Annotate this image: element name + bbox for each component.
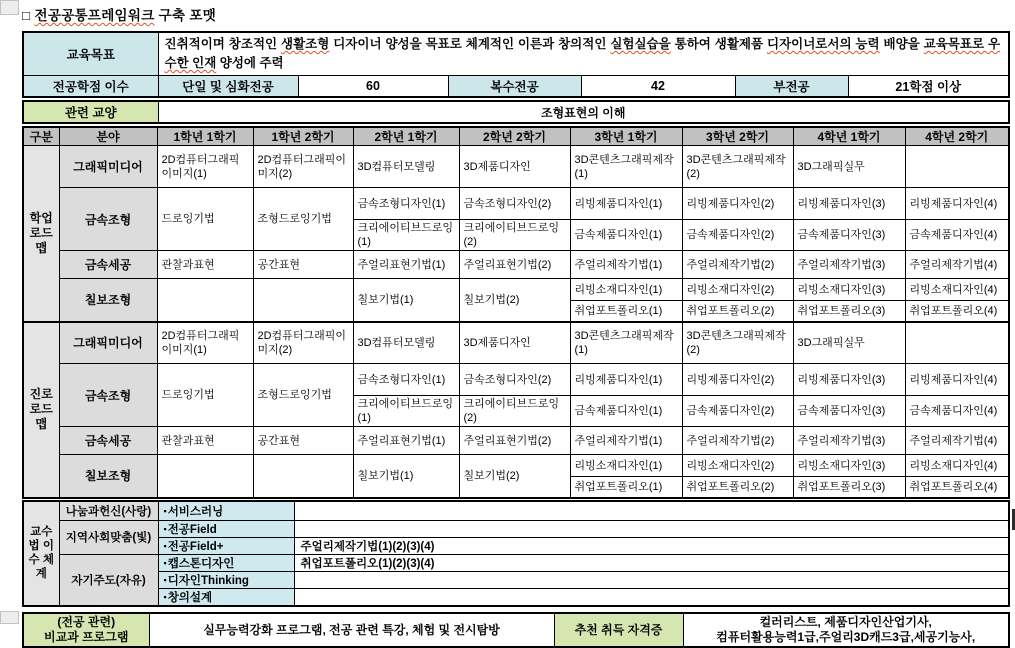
course-cell: 리빙소재디자인(3) (793, 279, 905, 301)
teaching-item: ▪서비스러닝 (158, 501, 294, 521)
extracurricular-value: 실무능력강화 프로그램, 전공 관련 특강, 체험 및 전시탐방 (149, 613, 554, 647)
course-cell: 리빙제품디자인(4) (905, 188, 1009, 220)
title-text: 전공공통프레임워크 (34, 8, 155, 23)
credits-single-value: 60 (298, 76, 448, 98)
course-cell: 관찰과표현 (157, 427, 253, 455)
teaching-item: ▪캡스톤디자인 (158, 554, 294, 571)
course-cell: 취업포트폴리오(1) (570, 477, 682, 498)
course-cell: 취업포트폴리오(4) (905, 477, 1009, 498)
course-cell: 주얼리제작기법(4) (905, 427, 1009, 455)
teaching-item: ▪디자인Thinking (158, 571, 294, 588)
square-bullet-icon: ▪ (163, 591, 167, 602)
course-cell: 칠보기법(2) (459, 455, 570, 498)
course-cell: 리빙제품디자인(2) (682, 364, 793, 396)
course-cell: 금속제품디자인(3) (793, 220, 905, 251)
field-label: 칠보조형 (59, 455, 157, 498)
teaching-category: 지역사회맞춤(빛) (59, 520, 158, 554)
course-cell: 드로잉기법 (157, 188, 253, 251)
course-cell: 3D콘텐츠그래픽제작(2) (682, 146, 793, 188)
course-cell: 주얼리제작기법(4) (905, 251, 1009, 279)
field-label: 그래픽미디어 (59, 146, 157, 188)
course-cell: 리빙소재디자인(1) (570, 455, 682, 477)
header-sem-2-2: 2학년 2학기 (459, 127, 570, 146)
liberal-label: 관련 교양 (23, 101, 158, 123)
course-cell: 금속제품디자인(1) (570, 220, 682, 251)
course-cell: 주얼리제작기법(1) (570, 251, 682, 279)
course-cell (905, 322, 1009, 364)
course-cell: 금속제품디자인(4) (905, 396, 1009, 427)
course-cell: 공간표현 (253, 251, 353, 279)
teaching-item: ▪창의설계 (158, 588, 294, 606)
liberal-value: 조형표현의 이해 (158, 101, 1009, 123)
course-cell: 2D컴퓨터그래픽이미지(2) (253, 322, 353, 364)
teaching-value (294, 520, 1009, 537)
course-cell: 금속제품디자인(3) (793, 396, 905, 427)
cert-label: 추천 취득 자격증 (554, 613, 683, 647)
course-cell: 금속제품디자인(1) (570, 396, 682, 427)
course-cell: 리빙제품디자인(4) (905, 364, 1009, 396)
field-label: 금속세공 (59, 251, 157, 279)
course-cell: 칠보기법(1) (353, 279, 459, 322)
course-cell: 취업포트폴리오(2) (682, 301, 793, 322)
course-cell (157, 455, 253, 498)
editor-bottom-handle (0, 611, 19, 624)
teaching-label: 교수법 이수 체계 (23, 501, 59, 606)
credits-minor-label: 부전공 (735, 76, 848, 98)
header-sem-1-1: 1학년 1학기 (157, 127, 253, 146)
course-cell: 리빙소재디자인(4) (905, 279, 1009, 301)
square-bullet-icon: ▪ (163, 540, 167, 551)
course-cell: 칠보기법(1) (353, 455, 459, 498)
teaching-value: 주얼리제작기법(1)(2)(3)(4) (294, 537, 1009, 554)
square-bullet-icon: ▪ (163, 505, 167, 516)
course-cell: 크리에이티브드로잉(1) (353, 220, 459, 251)
course-cell: 주얼리표현기법(2) (459, 427, 570, 455)
header-sem-2-1: 2학년 1학기 (353, 127, 459, 146)
square-bullet-icon: ▪ (163, 574, 167, 585)
course-cell: 3D컴퓨터모델링 (353, 146, 459, 188)
course-cell (253, 455, 353, 498)
course-cell: 리빙제품디자인(2) (682, 188, 793, 220)
course-cell: 주얼리제작기법(3) (793, 427, 905, 455)
block-label-academic: 학업 로드맵 (23, 146, 59, 322)
course-cell: 취업포트폴리오(3) (793, 301, 905, 322)
field-label: 금속조형 (59, 188, 157, 251)
course-cell: 3D컴퓨터모델링 (353, 322, 459, 364)
course-cell (157, 279, 253, 322)
course-cell: 2D컴퓨터그래픽이미지(1) (157, 146, 253, 188)
course-cell: 금속조형디자인(2) (459, 188, 570, 220)
course-cell: 조형드로잉기법 (253, 188, 353, 251)
extracurricular-label: (전공 관련) 비교과 프로그램 (23, 613, 149, 647)
course-cell: 크리에이티브드로잉(1) (353, 396, 459, 427)
teaching-value (294, 588, 1009, 606)
course-cell: 칠보기법(2) (459, 279, 570, 322)
course-cell: 3D그래픽실무 (793, 146, 905, 188)
course-cell: 주얼리제작기법(1) (570, 427, 682, 455)
liberal-arts-table (22, 100, 1010, 124)
field-label: 금속조형 (59, 364, 157, 427)
course-cell: 주얼리표현기법(2) (459, 251, 570, 279)
credits-label: 전공학점 이수 (23, 76, 158, 98)
teaching-value: 취업포트폴리오(1)(2)(3)(4) (294, 554, 1009, 571)
course-cell: 금속조형디자인(1) (353, 188, 459, 220)
header-sem-3-2: 3학년 2학기 (682, 127, 793, 146)
course-cell: 취업포트폴리오(2) (682, 477, 793, 498)
extracurricular-table (22, 612, 1010, 648)
course-cell: 리빙제품디자인(3) (793, 188, 905, 220)
course-cell: 크리에이티브드로잉(2) (459, 396, 570, 427)
header-gubun: 구분 (23, 127, 59, 146)
course-cell: 취업포트폴리오(3) (793, 477, 905, 498)
credits-minor-value: 21학점 이상 (848, 76, 1009, 98)
course-cell: 리빙소재디자인(3) (793, 455, 905, 477)
course-cell: 리빙제품디자인(1) (570, 188, 682, 220)
course-cell: 3D제품디자인 (459, 322, 570, 364)
block-label-career: 진로 로드맵 (23, 322, 59, 498)
goal-label: 교육목표 (23, 32, 158, 76)
course-cell: 금속제품디자인(2) (682, 220, 793, 251)
course-cell: 금속조형디자인(2) (459, 364, 570, 396)
course-cell: 리빙소재디자인(4) (905, 455, 1009, 477)
header-sem-3-1: 3학년 1학기 (570, 127, 682, 146)
title-bullet-icon: □ (22, 8, 35, 23)
course-cell: 3D콘텐츠그래픽제작(2) (682, 322, 793, 364)
course-cell (253, 279, 353, 322)
course-cell: 3D그래픽실무 (793, 322, 905, 364)
field-label: 그래픽미디어 (59, 322, 157, 364)
credits-single-label: 단일 및 심화전공 (158, 76, 298, 98)
course-cell: 주얼리제작기법(2) (682, 251, 793, 279)
teaching-category: 나눔과헌신(사랑) (59, 501, 158, 521)
course-cell: 조형드로잉기법 (253, 364, 353, 427)
course-cell: 금속제품디자인(2) (682, 396, 793, 427)
teaching-value (294, 571, 1009, 588)
editor-corner-handle (0, 0, 19, 15)
course-cell: 3D제품디자인 (459, 146, 570, 188)
course-cell: 2D컴퓨터그래픽이미지(1) (157, 322, 253, 364)
teaching-item: ▪전공Field+ (158, 537, 294, 554)
square-bullet-icon: ▪ (163, 523, 167, 534)
course-cell: 금속제품디자인(4) (905, 220, 1009, 251)
course-cell: 공간표현 (253, 427, 353, 455)
course-cell: 주얼리제작기법(2) (682, 427, 793, 455)
header-sem-1-2: 1학년 2학기 (253, 127, 353, 146)
course-cell: 취업포트폴리오(4) (905, 301, 1009, 322)
course-cell: 관찰과표현 (157, 251, 253, 279)
teaching-value (294, 501, 1009, 521)
course-cell: 리빙소재디자인(1) (570, 279, 682, 301)
field-label: 칠보조형 (59, 279, 157, 322)
course-cell: 주얼리표현기법(1) (353, 251, 459, 279)
course-cell: 리빙소재디자인(2) (682, 279, 793, 301)
title-suffix: 구축 포맷 (154, 8, 217, 23)
field-label: 금속세공 (59, 427, 157, 455)
header-sem-4-1: 4학년 1학기 (793, 127, 905, 146)
course-cell: 리빙제품디자인(1) (570, 364, 682, 396)
course-cell: 리빙소재디자인(2) (682, 455, 793, 477)
course-cell: 주얼리제작기법(3) (793, 251, 905, 279)
roadmap-table (22, 126, 1010, 499)
credits-double-value: 42 (581, 76, 735, 98)
goal-text: 진취적이며 창조적인 생활조형 디자이너 양성을 목표로 체계적인 이른과 창의적인 실험실습을 통하여 생활제품 디자이너로서의 능력 배양을 교육목표로 우수한 인재 양성에 주력 (158, 32, 1009, 76)
course-cell (905, 146, 1009, 188)
header-sem-4-2: 4학년 2학기 (905, 127, 1009, 146)
course-cell: 드로잉기법 (157, 364, 253, 427)
course-cell: 취업포트폴리오(1) (570, 301, 682, 322)
course-cell: 3D콘텐츠그래픽제작(1) (570, 146, 682, 188)
credits-double-label: 복수전공 (448, 76, 581, 98)
course-cell: 크리에이티브드로잉(2) (459, 220, 570, 251)
course-cell: 2D컴퓨터그래픽이미지(2) (253, 146, 353, 188)
course-cell: 리빙제품디자인(3) (793, 364, 905, 396)
page-title (22, 4, 1008, 24)
document-body (22, 4, 1008, 648)
teaching-item: ▪전공Field (158, 520, 294, 537)
course-cell: 3D콘텐츠그래픽제작(1) (570, 322, 682, 364)
teaching-method-table (22, 500, 1010, 607)
header-field: 분야 (59, 127, 157, 146)
course-cell: 주얼리표현기법(1) (353, 427, 459, 455)
goal-credits-table (22, 31, 1010, 98)
course-cell: 금속조형디자인(1) (353, 364, 459, 396)
cert-value: 컬러리스트, 제품디자인산업기사, 컴퓨터활용능력1급,주얼리3D캐드3급,세공기능사, (683, 613, 1009, 647)
square-bullet-icon: ▪ (163, 557, 167, 568)
teaching-category: 자기주도(자유) (59, 554, 158, 606)
